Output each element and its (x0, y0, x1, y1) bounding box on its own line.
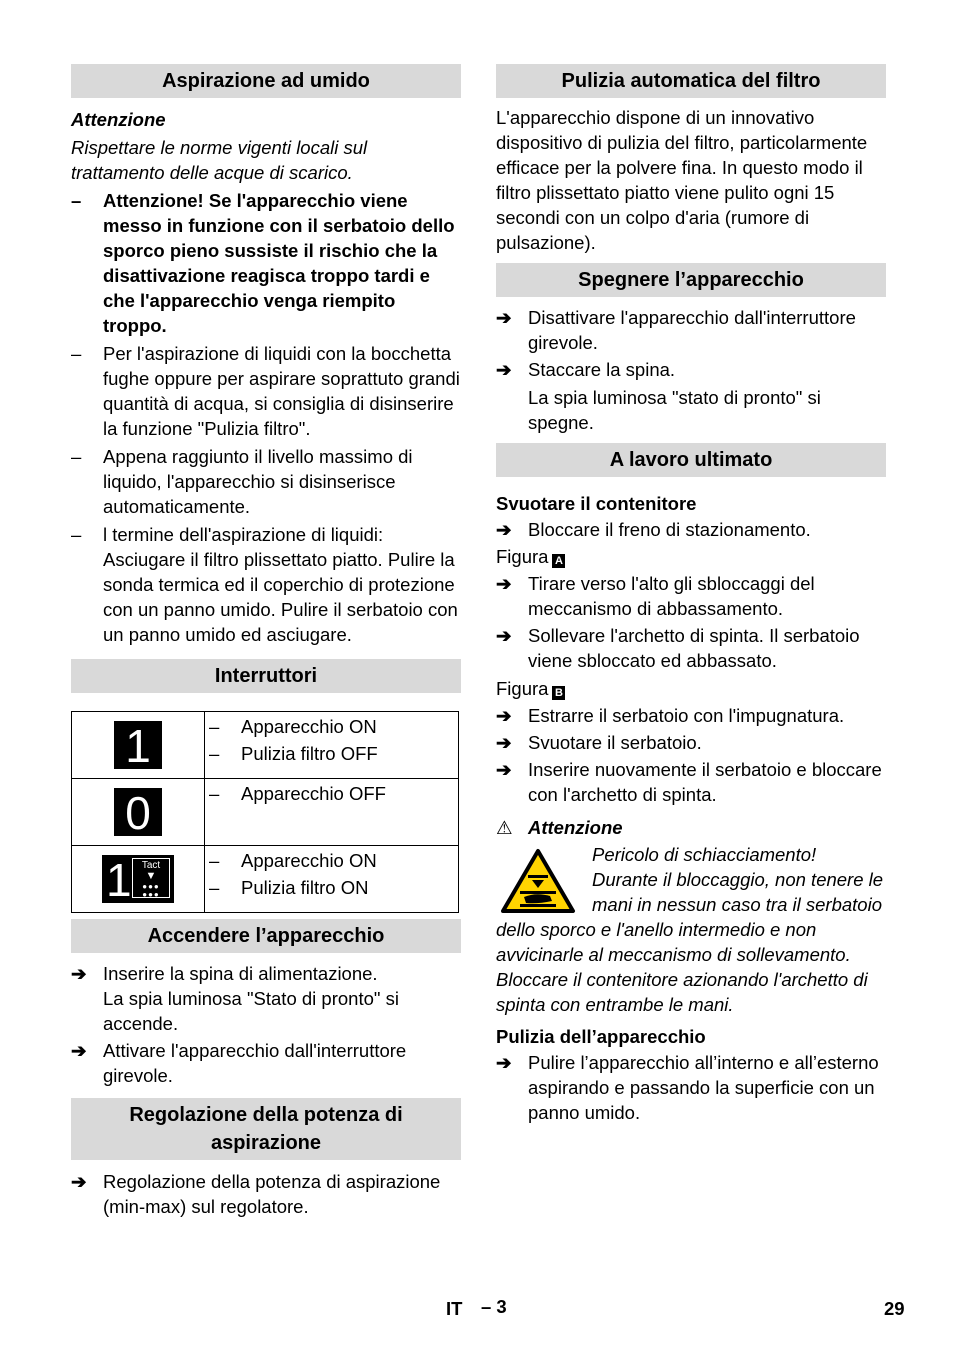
page-number: 29 (884, 1298, 905, 1319)
switch-on-icon: 1 (114, 721, 162, 769)
table-row (72, 712, 459, 779)
switch-table (71, 711, 459, 913)
note-title: Attenzione (71, 109, 166, 130)
arrow-right-icon: ➔ (71, 963, 87, 984)
step-item: ➔ Sollevare l'archetto di spinta. Il serbatoio viene sbloccato ed abbassato. (496, 625, 860, 671)
arrow-right-icon: ➔ (496, 519, 512, 540)
step-item: ➔ Inserire la spina di alimentazione. (71, 963, 378, 984)
arrow-right-icon: ➔ (496, 1052, 512, 1073)
switch-tact-icon (102, 854, 174, 906)
warning-title: ⚠ Attenzione (496, 817, 623, 838)
list-item: – l termine dell'aspirazione di liquidi: Asciugare il filtro plissettato piatto. Pulire la sonda termica ed il coperchio di protezione con un panno umido. Pulire il serbatoio con un panno umido ed asciugare. (71, 522, 461, 647)
step-item: ➔ Pulire l’apparecchio all’interno e all’esterno aspirando e passando la superficie con un panno umido. (496, 1052, 879, 1123)
tact-box (132, 858, 170, 898)
arrow-right-icon: ➔ (496, 307, 512, 328)
step-item: ➔ Regolazione della potenza di aspirazione (min-max) sul regolatore. (71, 1171, 441, 1217)
note-text: Rispettare le norme vigenti locali sul trattamento delle acque di scarico. (71, 137, 368, 183)
footer-language: IT (446, 1298, 463, 1319)
list-item: – Appena raggiunto il livello massimo di liquido, l'apparecchio si disinserisce automaticamente. (71, 444, 461, 519)
paragraph: L'apparecchio dispone di un innovativo dispositivo di pulizia del filtro, particolarmente efficace per la polvere fina. In questo modo il filtro plissettato piatto viene pulito ogni 15 secondi con un colpo d'aria (rumore di pulsazione). (496, 107, 868, 253)
step-item: ➔ Tirare verso l'alto gli sbloccaggi del meccanismo di abbassamento. (496, 573, 815, 619)
switch-state: – Pulizia filtro ON (209, 875, 454, 900)
dots-icon: ●●● ●●● (142, 882, 160, 899)
switch-state: – Apparecchio ON (209, 714, 454, 739)
list-item: – Per l'aspirazione di liquidi con la bocchetta fughe oppure per aspirare soprattuto grandi quantità di acqua, si consiglia di disinserire la funzione "Pulizia filtro". (71, 341, 461, 441)
step-item: ➔ Disattivare l'apparecchio dall'interruttore girevole. (496, 307, 856, 353)
arrow-right-icon: ➔ (496, 732, 512, 753)
table-row (72, 779, 459, 846)
figure-letter-badge: B (552, 686, 565, 700)
step-item: ➔ Svuotare il serbatoio. (496, 732, 702, 753)
footer-section: – 3 (481, 1296, 507, 1317)
list-item: – Attenzione! Se l'apparecchio viene messo in funzione con il serbatoio dello sporco pieno sussiste il rischio che la disattivazione reagisca troppo tardi e che l'apparecchio venga riempito troppo. (71, 188, 461, 338)
switch-state: – Pulizia filtro OFF (209, 741, 454, 766)
step-result: La spia luminosa "Stato di pronto" si accende. (103, 988, 399, 1034)
switch-off-icon: 0 (114, 788, 162, 836)
section-header-wet-suction: Aspirazione ad umido (71, 64, 461, 98)
step-item: ➔ Estrarre il serbatoio con l'impugnatura. (496, 705, 845, 726)
arrow-right-icon: ➔ (71, 1040, 87, 1061)
arrow-right-icon: ➔ (496, 625, 512, 646)
figure-letter-badge: A (552, 554, 565, 568)
arrow-right-icon: ➔ (496, 705, 512, 726)
table-row (72, 846, 459, 913)
arrow-right-icon: ➔ (496, 759, 512, 780)
tact-label: Tact (141, 860, 161, 871)
switch-state: – Apparecchio ON (209, 848, 454, 873)
arrow-down-icon: ▼ (145, 870, 157, 882)
step-item: ➔ Attivare l'apparecchio dall'interruttore girevole. (71, 1040, 407, 1086)
tact-symbol: 1 (106, 854, 132, 906)
section-header-power-on: Accendere l’apparecchio (71, 919, 461, 953)
step-item: ➔ Staccare la spina. (496, 359, 676, 380)
subheading: Svuotare il contenitore (496, 493, 697, 514)
crush-hazard-icon (500, 848, 576, 914)
step-item: ➔ Bloccare il freno di stazionamento. (496, 519, 811, 540)
section-header-filter-cleaning: Pulizia automatica del filtro (496, 64, 886, 98)
left-column (71, 64, 461, 1219)
switch-state: – Apparecchio OFF (209, 781, 454, 806)
arrow-right-icon: ➔ (71, 1171, 87, 1192)
figure-ref: Figura B (496, 676, 886, 701)
right-column (496, 64, 886, 1125)
section-header-switches: Interruttori (71, 659, 461, 693)
arrow-right-icon: ➔ (496, 573, 512, 594)
step-item: ➔ Inserire nuovamente il serbatoio e bloccare con l'archetto di spinta. (496, 759, 882, 805)
section-header-work-done: A lavoro ultimato (496, 443, 886, 477)
section-header-power-off: Spegnere l’apparecchio (496, 263, 886, 297)
warning-block (496, 842, 886, 1017)
subheading: Pulizia dell’apparecchio (496, 1026, 706, 1047)
arrow-right-icon: ➔ (496, 359, 512, 380)
step-result: La spia luminosa "stato di pronto" si spegne. (528, 387, 821, 433)
figure-ref: Figura A (496, 544, 886, 569)
warning-text: Pericolo di schiacciamento! Durante il bloccaggio, non tenere le mani in nessun caso tra il serbatoio dello sporco e l'anello intermedio e non avvicinarle al meccanismo di sollevamento. Bloccare il contenitore azionando l'archetto di spinta con entrambe le mani. (496, 844, 884, 1015)
section-header-suction-power: Regolazione della potenza di aspirazione (71, 1098, 461, 1160)
warning-triangle-icon: ⚠ (496, 817, 513, 838)
